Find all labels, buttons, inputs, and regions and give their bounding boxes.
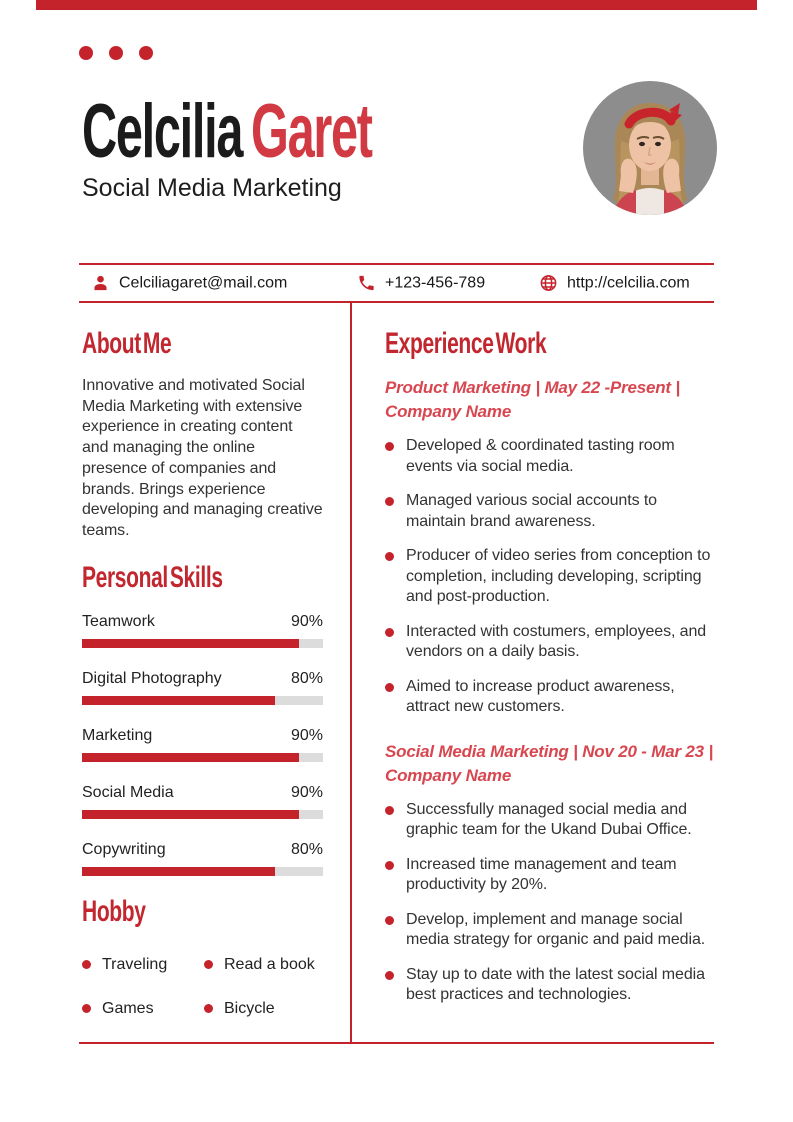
job-heading (385, 740, 714, 788)
bullet-text: Aimed to increase product awareness, attract new customers. (406, 677, 675, 715)
job-entry (385, 740, 714, 1006)
job-heading-line2: Company Name (385, 402, 512, 421)
bullet-icon (82, 1004, 91, 1013)
bullet-text: Develop, implement and manage social media strategy for organic and paid media. (406, 910, 706, 948)
bullet-item (385, 491, 714, 532)
contact-phone (357, 274, 485, 293)
top-accent-bar (36, 0, 757, 10)
bullet-icon (385, 683, 394, 692)
bullet-icon (385, 552, 394, 561)
hobby-item (204, 955, 323, 974)
page-title (82, 89, 372, 174)
bullet-text: Increased time management and team productivity by 20%. (406, 855, 677, 893)
bullet-icon (385, 861, 394, 870)
contact-website-label: http://celcilia.com (567, 274, 690, 291)
job-bullets (385, 436, 714, 718)
name-first: Celcilia (82, 89, 243, 174)
profile-photo (583, 81, 717, 215)
bullet-icon (204, 960, 213, 969)
skill-percent: 80% (290, 669, 323, 687)
avatar-illustration (583, 81, 717, 215)
hobby-item (82, 999, 204, 1018)
skill-label: Digital Photography (82, 669, 222, 687)
hobby-label: Traveling (102, 955, 168, 973)
skill-bar-fill (82, 810, 299, 819)
phone-icon (357, 274, 376, 293)
bullet-item (385, 910, 714, 951)
bullet-item (385, 622, 714, 663)
bullet-icon (82, 960, 91, 969)
bullet-item (385, 546, 714, 608)
bullet-text: Producer of video series from conception to completion, including developing, scripting and post-production. (406, 547, 711, 605)
contact-phone-label: +123-456-789 (385, 274, 486, 291)
hobby-item (82, 955, 204, 974)
about-text: Innovative and motivated Social Media Marketing with extensive experience in creating content and managing the online presence of companies and brands. Brings experience developing and managing creative teams. (82, 377, 323, 539)
skill-bar-track (82, 810, 323, 819)
skill-row (82, 669, 323, 705)
hobby-label: Games (102, 999, 154, 1017)
contact-website (539, 274, 690, 293)
bullet-text: Stay up to date with the latest social media best practices and technologies. (406, 965, 705, 1003)
section-title-about: About Me (82, 327, 172, 360)
skill-bar-fill (82, 867, 275, 876)
bullet-icon (385, 497, 394, 506)
header (82, 89, 535, 203)
skill-percent: 90% (290, 612, 323, 630)
skill-bar-track (82, 639, 323, 648)
right-column (352, 303, 714, 1042)
bullet-text: Developed & coordinated tasting room events via social media. (406, 437, 675, 475)
section-title-skills: Personal Skills (82, 560, 223, 594)
skill-bar-track (82, 696, 323, 705)
job-heading-line2: Company Name (385, 765, 512, 785)
skill-percent: 90% (290, 783, 323, 801)
job-bullets (385, 800, 714, 1006)
section-title-experience: Experience Work (385, 327, 547, 360)
bullet-text: Successfully managed social media and graphic team for the Ukand Dubai Office. (406, 800, 692, 838)
skill-bar-fill (82, 696, 275, 705)
bullet-item (385, 965, 714, 1006)
skill-bar-fill (82, 639, 299, 648)
dot-icon (139, 46, 153, 60)
dot-icon (79, 46, 93, 60)
bullet-text: Managed various social accounts to maintain brand awareness. (406, 492, 657, 530)
skill-row (82, 783, 323, 819)
bullet-item (385, 855, 714, 896)
bullet-item (385, 800, 714, 841)
skill-row (82, 612, 323, 648)
left-column (79, 303, 352, 1042)
contact-email (91, 274, 287, 293)
skill-label: Marketing (82, 726, 153, 744)
hobby-item (204, 999, 323, 1018)
job-entry (385, 376, 714, 718)
skill-label: Teamwork (82, 612, 155, 630)
bullet-icon (385, 628, 394, 637)
content-columns (79, 303, 714, 1044)
job-heading-line1: Social Media Marketing | Nov 20 - Mar 23 | (385, 741, 713, 761)
bullet-item (385, 677, 714, 718)
job-heading (385, 376, 714, 424)
bullet-icon (385, 442, 394, 451)
decor-dots (79, 46, 153, 60)
hobby-label: Bicycle (224, 999, 275, 1017)
skill-bar-track (82, 867, 323, 876)
bullet-icon (385, 916, 394, 925)
skill-bar-track (82, 753, 323, 762)
skill-row (82, 726, 323, 762)
bullet-icon (385, 971, 394, 980)
job-heading-line1: Product Marketing | May 22 -Present | (385, 378, 680, 397)
skill-percent: 90% (290, 726, 323, 744)
skill-label: Copywriting (82, 840, 166, 858)
contact-bar (79, 263, 714, 303)
skill-bar-fill (82, 753, 299, 762)
skills-list (82, 612, 323, 876)
bullet-item (385, 436, 714, 477)
bullet-icon (385, 806, 394, 815)
skill-row (82, 840, 323, 876)
name-last: Garet (251, 89, 372, 174)
person-icon (91, 274, 110, 293)
hobby-label: Read a book (224, 955, 315, 973)
hobby-list (82, 955, 323, 1018)
dot-icon (109, 46, 123, 60)
contact-email-label: Celciliagaret@mail.com (119, 274, 288, 291)
job-title: Social Media Marketing (82, 174, 342, 202)
bullet-icon (204, 1004, 213, 1013)
skill-label: Social Media (82, 783, 174, 801)
section-title-hobby: Hobby (82, 894, 146, 928)
globe-icon (539, 274, 558, 293)
bullet-text: Interacted with costumers, employees, and vendors on a daily basis. (406, 622, 707, 660)
skill-percent: 80% (290, 840, 323, 858)
